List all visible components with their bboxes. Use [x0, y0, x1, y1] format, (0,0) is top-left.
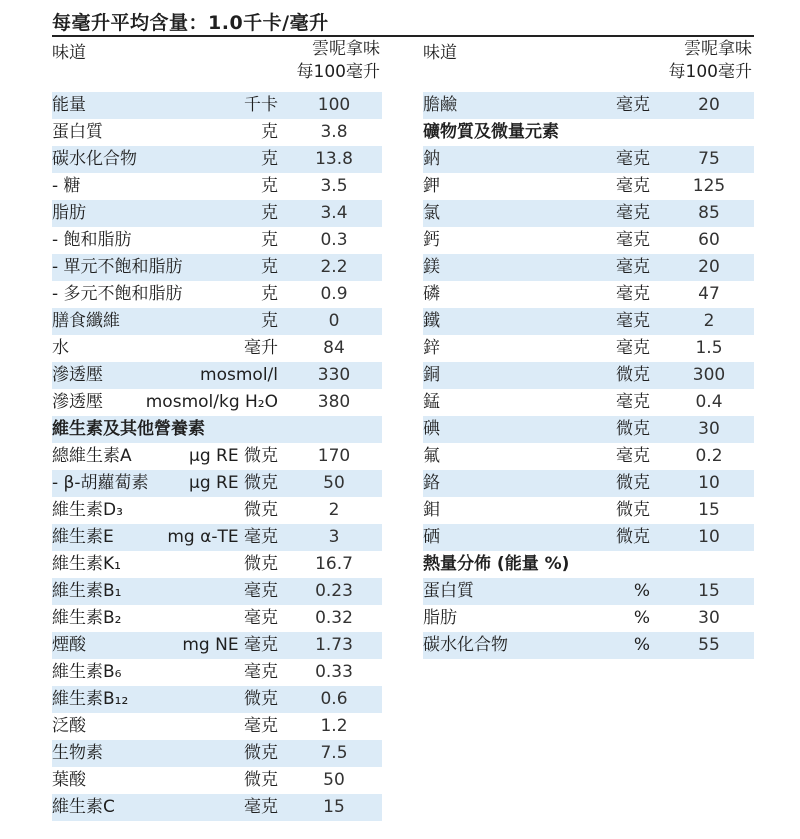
nutrient-unit: 千卡 [244, 95, 278, 115]
nutrient-value: 3 [328, 527, 340, 547]
nutrient-unit: 微克 [616, 473, 650, 493]
nutrient-unit: 克 [261, 284, 278, 304]
nutrient-unit: 毫克 [616, 284, 650, 304]
nutrient-value: 0.2 [695, 446, 723, 466]
nutrient-name: - 飽和脂肪 [52, 230, 132, 250]
table-row [423, 578, 754, 605]
nutrient-unit: 微克 [244, 554, 278, 574]
table-row [52, 308, 382, 335]
table-row [52, 470, 382, 497]
table-row [423, 497, 754, 524]
nutrient-name: 滲透壓 [52, 365, 103, 385]
table-row [423, 605, 754, 632]
nutrient-name: 鉬 [423, 500, 440, 520]
nutrient-value: 55 [698, 635, 720, 655]
nutrient-unit: 毫升 [244, 338, 278, 358]
nutrient-name: 滲透壓 [52, 392, 103, 412]
nutrient-value: 10 [698, 527, 720, 547]
table-row [423, 443, 754, 470]
nutrient-unit: mosmol/l [200, 365, 278, 385]
nutrient-name: 總維生素A [52, 446, 132, 466]
nutrient-value: 300 [692, 365, 726, 385]
table-row [423, 200, 754, 227]
nutrient-value: 30 [698, 419, 720, 439]
table-row [52, 362, 382, 389]
table-row [423, 362, 754, 389]
nutrient-value: 100 [317, 95, 351, 115]
section-heading: 熱量分佈 (能量 %) [423, 554, 570, 574]
nutrient-unit: 克 [261, 257, 278, 277]
nutrient-name: 鈣 [423, 230, 440, 250]
right-header-label: 味道 [423, 43, 457, 63]
nutrient-value: 85 [698, 203, 720, 223]
nutrient-value: 0.9 [320, 284, 348, 304]
table-row [423, 281, 754, 308]
nutrient-value: 20 [698, 257, 720, 277]
nutrient-value: 2.2 [320, 257, 348, 277]
nutrient-unit: 毫克 [616, 392, 650, 412]
nutrient-value: 60 [698, 230, 720, 250]
nutrient-name: 膳食纖維 [52, 311, 120, 331]
table-row [52, 740, 382, 767]
nutrient-name: 能量 [52, 95, 86, 115]
table-row [52, 524, 382, 551]
nutrient-value: 0.3 [320, 230, 348, 250]
nutrient-name: 硒 [423, 527, 440, 547]
nutrient-value: 0.4 [695, 392, 723, 412]
nutrient-value: 3.5 [320, 176, 348, 196]
nutrient-name: 鉀 [423, 176, 440, 196]
left-series-per: 每100毫升 [296, 62, 380, 82]
nutrient-name: - β-胡蘿蔔素 [52, 473, 149, 493]
nutrient-value: 1.5 [695, 338, 723, 358]
left-table-header [52, 38, 382, 92]
nutrient-unit: 克 [261, 230, 278, 250]
table-row [52, 173, 382, 200]
table-row [52, 659, 382, 686]
nutrient-value: 47 [698, 284, 720, 304]
nutrient-value: 0.33 [315, 662, 353, 682]
nutrient-unit: 毫克 [244, 662, 278, 682]
table-row [423, 416, 754, 443]
section-heading: 礦物質及微量元素 [423, 122, 559, 142]
nutrient-unit: 毫克 [616, 203, 650, 223]
table-row [52, 254, 382, 281]
left-series-header [297, 38, 380, 84]
nutrient-name: 生物素 [52, 743, 103, 763]
nutrient-value: 10 [698, 473, 720, 493]
section-heading-row [52, 416, 382, 443]
table-row [423, 335, 754, 362]
nutrient-unit: 微克 [244, 770, 278, 790]
nutrient-name: - 單元不飽和脂肪 [52, 257, 183, 277]
section-heading: 維生素及其他營養素 [52, 419, 205, 439]
nutrient-value: 16.7 [315, 554, 353, 574]
nutrient-unit: mg NE 毫克 [182, 635, 278, 655]
table-row [52, 767, 382, 794]
table-row [423, 308, 754, 335]
nutrient-unit: mg α-TE 毫克 [167, 527, 278, 547]
nutrient-unit: 毫克 [616, 311, 650, 331]
section-heading-row [423, 119, 754, 146]
table-row [423, 254, 754, 281]
nutrient-unit: 微克 [244, 500, 278, 520]
nutrient-name: 錳 [423, 392, 440, 412]
table-row [52, 551, 382, 578]
table-row [52, 200, 382, 227]
right-nutrition-table [423, 38, 754, 659]
nutrient-value: 30 [698, 608, 720, 628]
right-series-flavor: 雲呢拿味 [684, 39, 752, 59]
table-row [52, 686, 382, 713]
nutrient-unit: 微克 [616, 527, 650, 547]
table-row [423, 227, 754, 254]
right-series-header [669, 38, 752, 84]
nutrient-value: 15 [698, 581, 720, 601]
nutrient-unit: % [633, 608, 650, 628]
table-row [52, 605, 382, 632]
nutrient-unit: 克 [261, 149, 278, 169]
nutrient-unit: 微克 [616, 500, 650, 520]
nutrient-name: 維生素D₃ [52, 500, 123, 520]
table-row [52, 713, 382, 740]
nutrient-unit: 微克 [244, 743, 278, 763]
nutrient-unit: 克 [261, 203, 278, 223]
nutrient-name: 脂肪 [52, 203, 86, 223]
nutrient-name: 葉酸 [52, 770, 86, 790]
nutrient-value: 13.8 [315, 149, 353, 169]
nutrient-unit: 克 [261, 122, 278, 142]
nutrient-value: 170 [317, 446, 351, 466]
nutrient-name: - 糖 [52, 176, 81, 196]
table-row [52, 227, 382, 254]
nutrient-unit: 克 [261, 311, 278, 331]
table-row [423, 470, 754, 497]
nutrient-name: 氯 [423, 203, 440, 223]
nutrient-name: 維生素C [52, 797, 115, 817]
nutrient-unit: 微克 [244, 689, 278, 709]
nutrient-unit: 毫克 [244, 581, 278, 601]
nutrient-name: 維生素E [52, 527, 114, 547]
left-header-label: 味道 [52, 43, 86, 63]
nutrient-unit: 毫克 [616, 230, 650, 250]
nutrient-unit: 毫克 [616, 95, 650, 115]
nutrient-name: 維生素B₂ [52, 608, 122, 628]
left-rows [52, 92, 382, 821]
nutrient-unit: 毫克 [616, 257, 650, 277]
nutrient-value: 2 [328, 500, 340, 520]
nutrient-name: 銅 [423, 365, 440, 385]
nutrient-name: 碳水化合物 [423, 635, 508, 655]
nutrient-name: 蛋白質 [423, 581, 474, 601]
nutrient-value: 3.8 [320, 122, 348, 142]
nutrient-value: 0.6 [320, 689, 348, 709]
nutrient-unit: 克 [261, 176, 278, 196]
nutrient-name: 氟 [423, 446, 440, 466]
nutrient-unit: 毫克 [244, 608, 278, 628]
nutrient-value: 125 [692, 176, 726, 196]
table-row [52, 146, 382, 173]
table-row [423, 92, 754, 119]
nutrient-value: 7.5 [320, 743, 348, 763]
table-row [52, 497, 382, 524]
nutrient-unit: 微克 [616, 419, 650, 439]
nutrient-name: 維生素B₆ [52, 662, 122, 682]
table-row [423, 632, 754, 659]
nutrient-unit: mosmol/kg H₂O [145, 392, 278, 412]
nutrient-unit: % [633, 635, 650, 655]
nutrient-name: 鐵 [423, 311, 440, 331]
nutrient-name: 維生素B₁ [52, 581, 122, 601]
nutrient-name: 鎂 [423, 257, 440, 277]
table-row [423, 173, 754, 200]
nutrient-name: 蛋白質 [52, 122, 103, 142]
nutrient-value: 15 [323, 797, 345, 817]
nutrient-name: 鈉 [423, 149, 440, 169]
nutrient-name: 脂肪 [423, 608, 457, 628]
page-title: 每毫升平均含量：1.0千卡/毫升 [52, 12, 329, 34]
table-row [52, 794, 382, 821]
nutrient-name: 泛酸 [52, 716, 86, 736]
nutrient-name: 膽鹼 [423, 95, 457, 115]
nutrient-value: 50 [323, 473, 345, 493]
nutrient-value: 0 [328, 311, 340, 331]
nutrient-value: 20 [698, 95, 720, 115]
nutrient-unit: 毫克 [616, 446, 650, 466]
nutrient-unit: % [633, 581, 650, 601]
nutrient-value: 0.23 [315, 581, 353, 601]
nutrient-name: - 多元不飽和脂肪 [52, 284, 183, 304]
nutrient-value: 2 [703, 311, 715, 331]
nutrient-value: 15 [698, 500, 720, 520]
nutrient-unit: µg RE 微克 [189, 446, 278, 466]
table-row [423, 524, 754, 551]
nutrient-unit: 毫克 [616, 149, 650, 169]
table-row [52, 578, 382, 605]
nutrient-value: 1.73 [315, 635, 353, 655]
table-row [52, 281, 382, 308]
nutrient-unit: 毫克 [616, 176, 650, 196]
nutrient-name: 鋅 [423, 338, 440, 358]
nutrient-value: 3.4 [320, 203, 348, 223]
nutrient-name: 鉻 [423, 473, 440, 493]
nutrient-value: 1.2 [320, 716, 348, 736]
nutrient-value: 75 [698, 149, 720, 169]
nutrient-unit: µg RE 微克 [189, 473, 278, 493]
table-row [52, 632, 382, 659]
nutrient-name: 碳水化合物 [52, 149, 137, 169]
nutrient-value: 330 [317, 365, 351, 385]
table-row [52, 389, 382, 416]
nutrient-name: 磷 [423, 284, 440, 304]
section-heading-row [423, 551, 754, 578]
title-rule [52, 35, 754, 37]
table-row [52, 92, 382, 119]
nutrient-name: 水 [52, 338, 69, 358]
table-row [423, 389, 754, 416]
table-row [52, 335, 382, 362]
nutrient-name: 維生素K₁ [52, 554, 121, 574]
nutrient-unit: 毫克 [244, 797, 278, 817]
table-row [52, 119, 382, 146]
right-series-per: 每100毫升 [668, 62, 752, 82]
nutrient-unit: 毫克 [616, 338, 650, 358]
nutrient-name: 碘 [423, 419, 440, 439]
nutrient-unit: 毫克 [244, 716, 278, 736]
nutrient-value: 380 [317, 392, 351, 412]
nutrient-unit: 微克 [616, 365, 650, 385]
right-rows [423, 92, 754, 659]
right-table-header [423, 38, 754, 92]
nutrient-value: 84 [323, 338, 345, 358]
left-nutrition-table [52, 38, 382, 821]
table-row [52, 443, 382, 470]
left-series-flavor: 雲呢拿味 [312, 39, 380, 59]
nutrient-name: 維生素B₁₂ [52, 689, 129, 709]
nutrient-name: 煙酸 [52, 635, 86, 655]
nutrient-value: 50 [323, 770, 345, 790]
table-row [423, 146, 754, 173]
nutrient-value: 0.32 [315, 608, 353, 628]
